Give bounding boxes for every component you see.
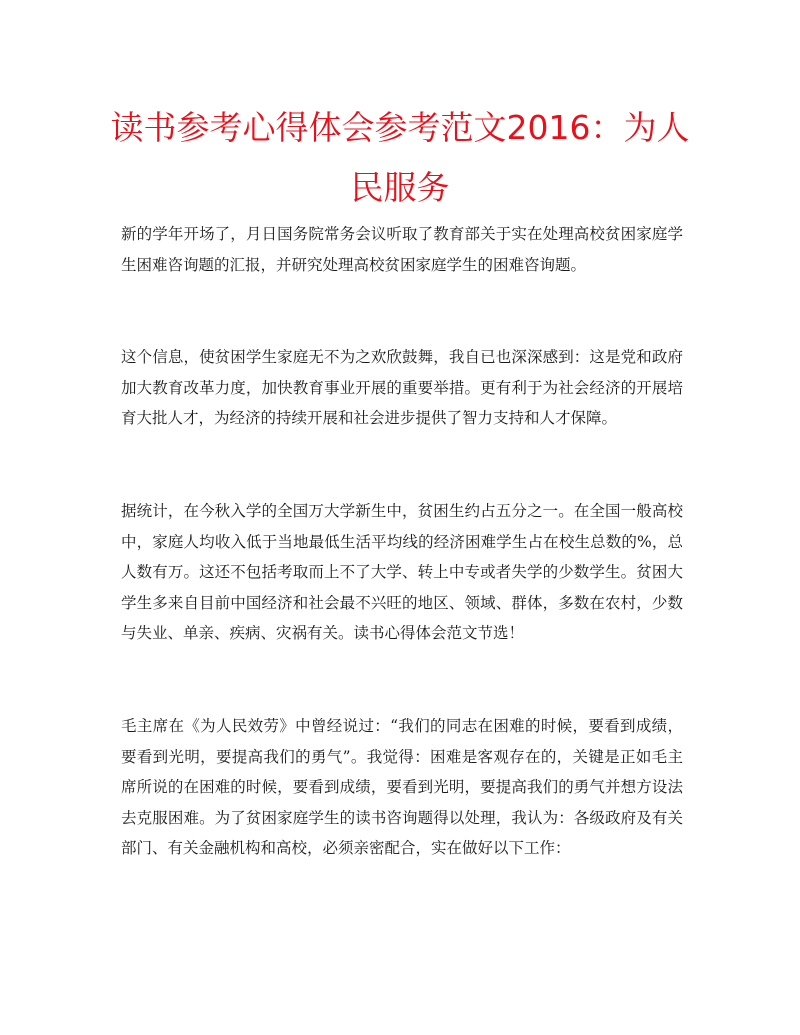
- paragraph-4: 毛主席在《为人民效劳》中曾经说过：“我们的同志在困难的时候，要看到成绩，要看到光明，要提高我们的勇气”。我觉得：困难是客观存在的，关键是正如毛主席所说的在困难的时候，要看到成绩，要看到光明，要提高我们的勇气并想方设法去克服困难。为了贫困家庭学生的读书咨询题得以处理，我认为：各级政府及有关部门、有关金融机构和高校，必须亲密配合，实在做好以下工作：: [121, 717, 683, 857]
- document-title: 读书参考心得体会参考范文2016：为人民服务: [110, 108, 690, 207]
- paragraph-1: 新的学年开场了，月日国务院常务会议听取了教育部关于实在处理高校贫困家庭学生困难咨询题的汇报，并研究处理高校贫困家庭学生的困难咨询题。: [121, 225, 683, 274]
- paragraph-2: 这个信息，使贫困学生家庭无不为之欢欣鼓舞，我自已也深深感到：这是党和政府加大教育改革力度，加快教育事业开展的重要举措。更有利于为社会经济的开展培育大批人才，为经济的持续开展和社会进步提供了智力支持和人才保障。: [121, 348, 683, 427]
- paragraph-3: 据统计，在今秋入学的全国万大学新生中，贫困生约占五分之一。在全国一般高校中，家庭人均收入低于当地最低生活平均线的经济困难学生占在校生总数的%，总人数有万。这还不包括考取而上不了大学、转上中专或者失学的少数学生。贫困大学生多来自目前中国经济和社会最不兴旺的地区、领域、群体，多数在农村，少数与失业、单亲、疾病、灾祸有关。读书心得体会范文节选！: [121, 502, 683, 642]
